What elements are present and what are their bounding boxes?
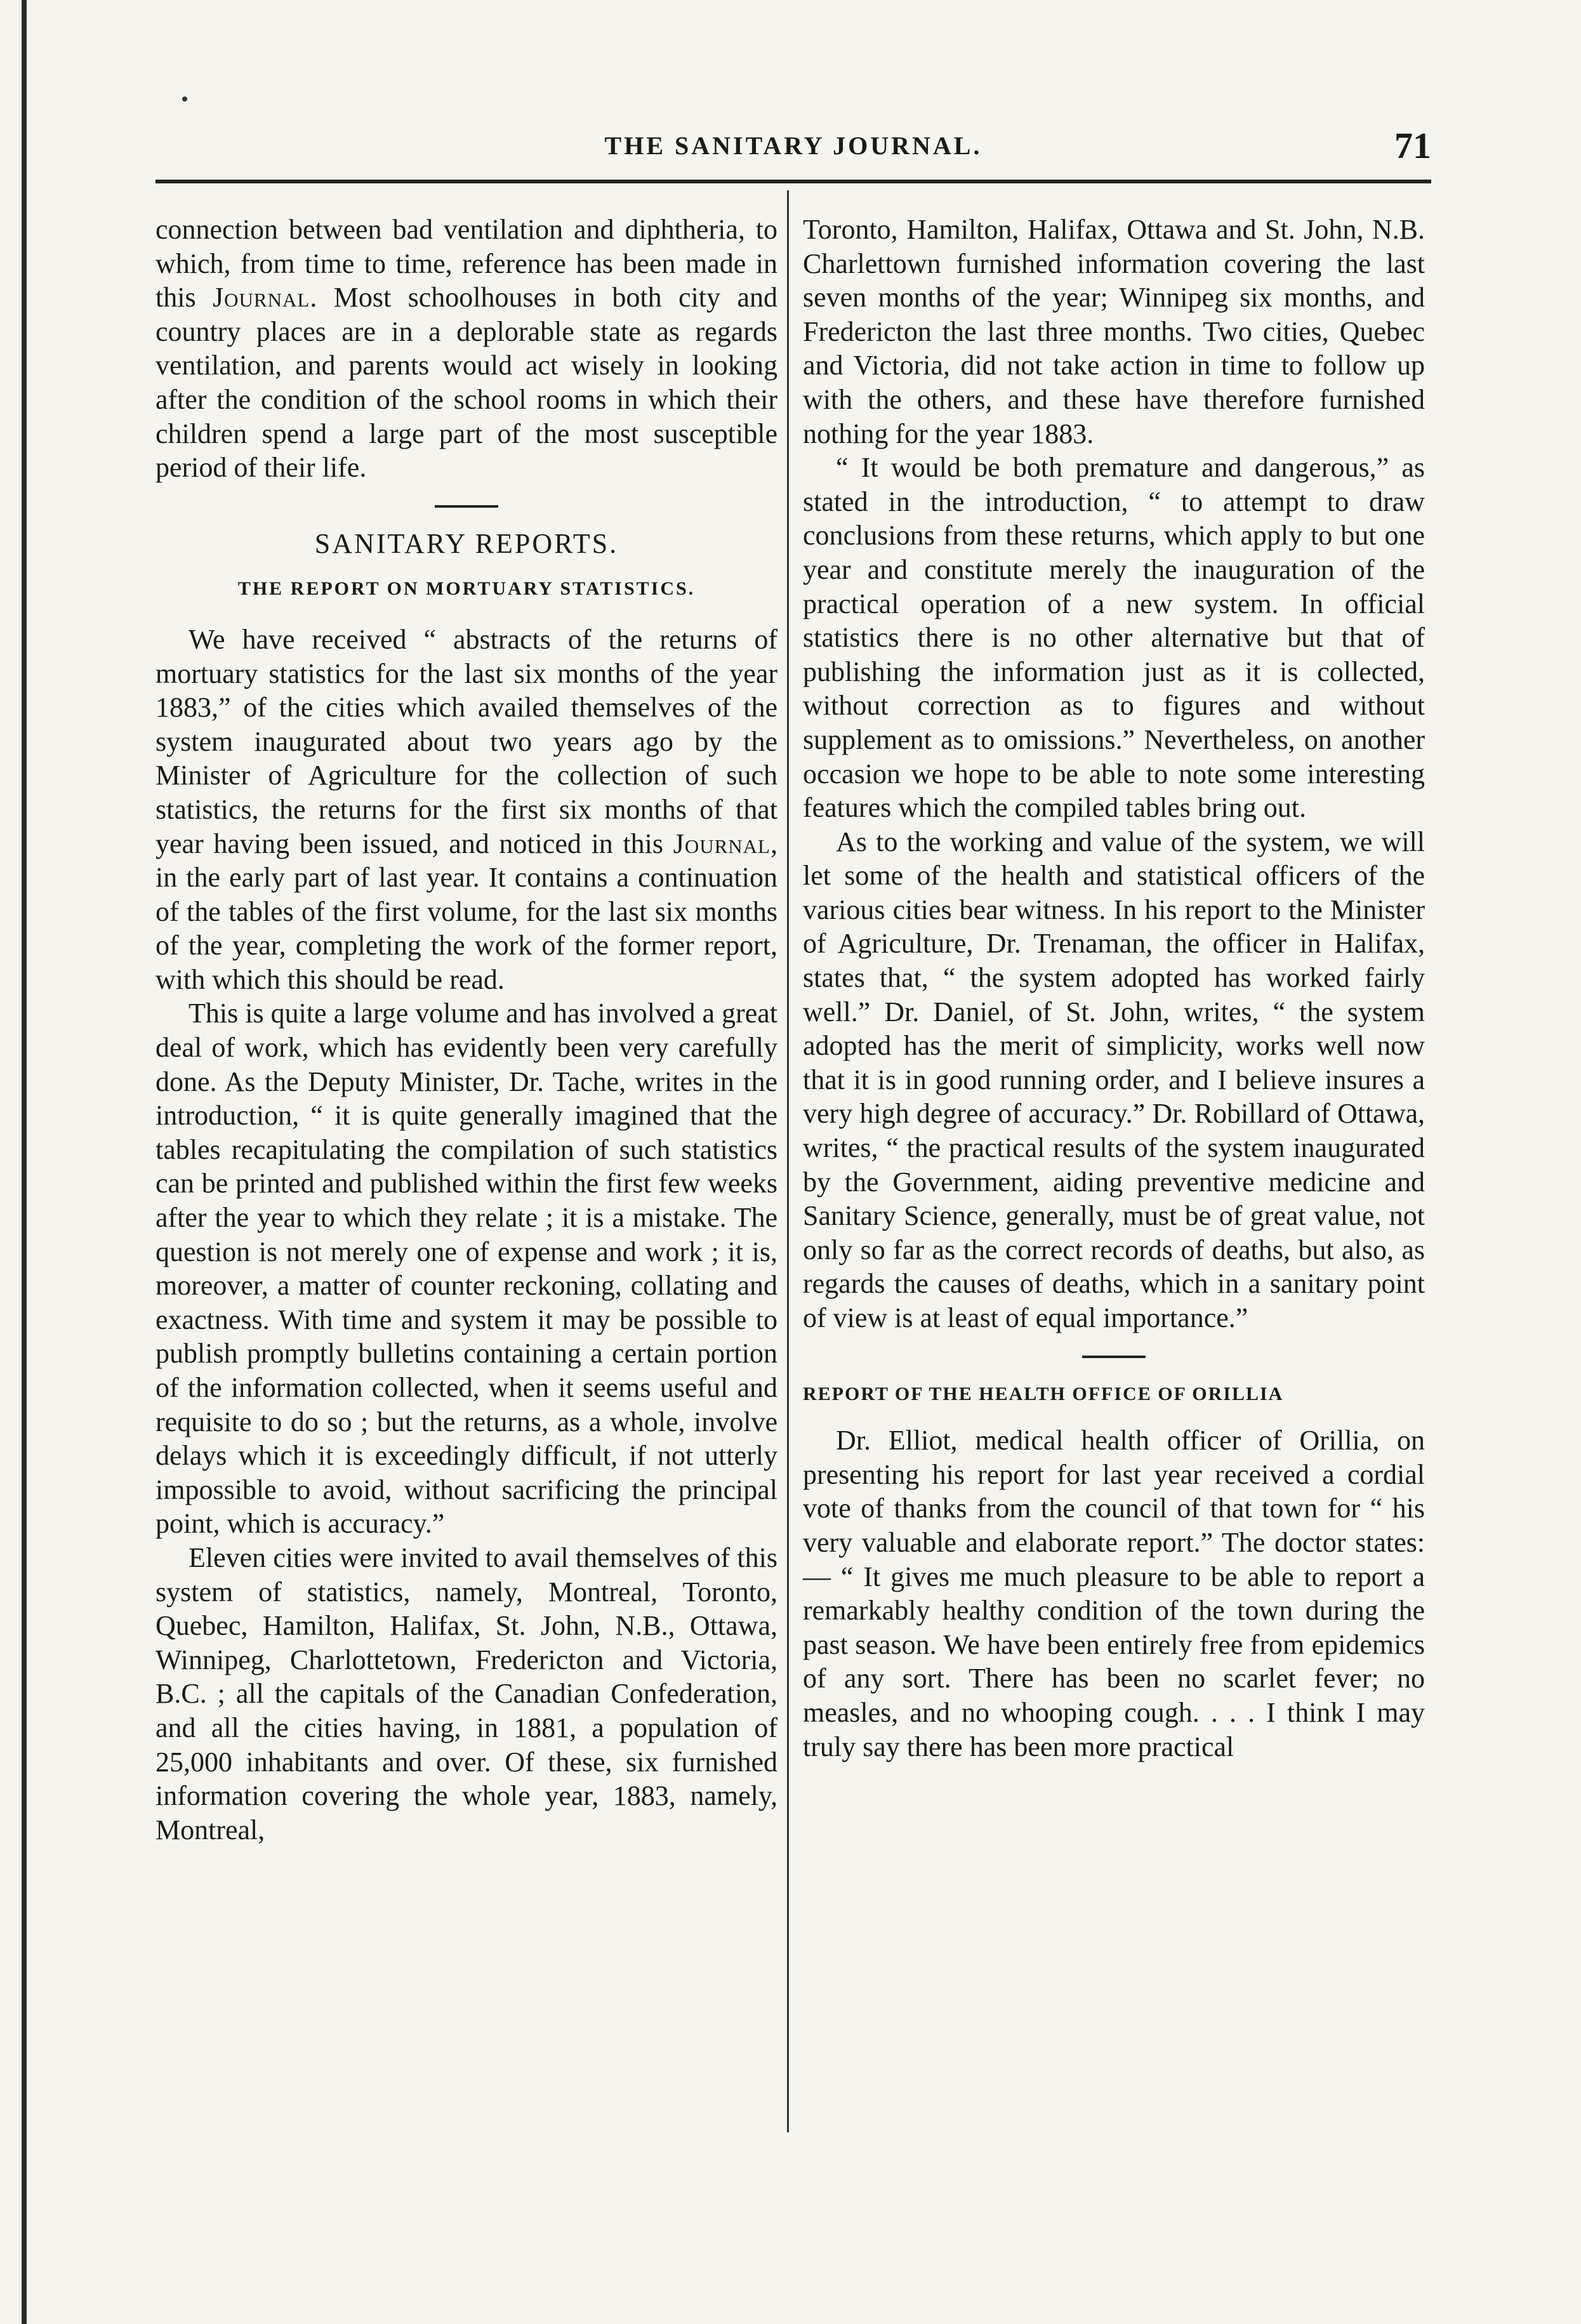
section-separator — [435, 505, 498, 508]
text-run: , in the early part of last year. It contains a continuation of the tables of the first volume, for the last six months of the year, completing the work of the former report, with which this should be read. — [155, 828, 777, 995]
column-divider — [787, 190, 789, 2132]
paragraph-abstracts — [155, 623, 777, 997]
journal-name: Journal — [673, 828, 771, 859]
page-speck — [182, 96, 187, 102]
paragraph-working-value: As to the working and value of the system, we will let some of the health and statistical officers of the various cities bear witness. In his report to the Minister of Agriculture, Dr. Trenaman, the officer in Halifax, states that, “ the system adopted has worked fairly well.” Dr. Daniel, of St. John, writes, “ the system adopted has the merit of simplicity, works well now that it is in good running order, and I believe insures a very high degree of accuracy.” Dr. Robillard of Ottawa, writes, “ the practical results of the system inaugurated by the Government, aiding preventive medicine and Sanitary Science, generally, must be of great value, not only so far as the correct records of deaths, but also, as regards the causes of deaths, which in a sanitary point of view is at least of equal importance.” — [803, 826, 1425, 1333]
paragraph-ventilation — [155, 213, 777, 485]
right-column — [803, 213, 1425, 1764]
paragraph-cities: Eleven cities were invited to avail themselves of this system of statistics, namely, Montreal, Toronto, Quebec, Hamilton, Halifax, St. John, N.B., Ottawa, Winnipeg, Charlottetown, Fredericton and Victoria, B.C. ; all the capitals of the Canadian Confederation, and all the cities having, in 1881, a population of 25,000 inhabitants and over. Of these, six furnished information covering the whole year, 1883, namely, Montreal, — [155, 1542, 777, 1845]
text-run: . Most schoolhouses in both city and country places are in a deplorable state as regards ventilation, and parents would act wisely in looking after the condition of the school rooms in which their children spend a large part of the most susceptible period of their life. — [155, 282, 777, 484]
section-separator — [1082, 1356, 1146, 1358]
paragraph-premature: “ It would be both premature and dangerous,” as stated in the introduction, “ to attempt to draw conclusions from these returns, which apply to but one year and constitute merely the inauguration of the practical operation of a new system. In official statistics there is no other alternative but that of publishing the information just as it is collected, without correction as to figures and without supplement as to omissions.” Nevertheless, on another occasion we hope to be able to note some interesting features which the compiled tables bring out. — [803, 452, 1425, 824]
binding-edge — [22, 0, 27, 2324]
header-rule — [155, 180, 1431, 183]
text-run: We have received “ abstracts of the returns of mortuary statistics for the last six months of the year 1883,” of the cities which availed themselves of the system inaugurated about two years ago by the Minister of Agriculture for the collection of such statistics, the returns for the first six months of that year having been issued, and noticed in this — [155, 623, 777, 859]
section-heading: SANITARY REPORTS. — [314, 527, 619, 559]
running-title: THE SANITARY JOURNAL. — [604, 131, 982, 160]
article-heading: THE REPORT ON MORTUARY STATISTICS. — [237, 578, 696, 600]
paragraph-orillia: Dr. Elliot, medical health officer of Orillia, on presenting his report for last year received a cordial vote of thanks from the council of that town for “ his very valuable and elaborate report.” The doctor states:— “ It gives me much pleasure to be able to report a remarkably healthy condition of the town during the past season. We have been entirely free from epidemics of any sort. There has been no scarlet fever; no measles, and no whooping cough. . . . I think I may truly say there has been more practical — [803, 1425, 1425, 1762]
paragraph-cities-continued: Toronto, Hamilton, Halifax, Ottawa and St. John, N.B. Charlettown furnished information covering the last seven months of the year; Winnipeg six months, and Fredericton the last three months. Two cities, Quebec and Victoria, did not take action in time to follow up with the others, and these have therefore furnished nothing for the year 1883. — [803, 214, 1425, 449]
page-number: 71 — [1394, 125, 1431, 166]
left-column — [155, 213, 777, 1847]
text-run: connection between bad ventilation and diphtheria, to which, from time to time, reference has been made in this — [155, 214, 777, 314]
article-heading-orillia: REPORT OF THE HEALTH OFFICE OF ORILLIA — [803, 1383, 1284, 1404]
journal-name: Journal — [213, 282, 310, 314]
running-head — [155, 124, 1431, 175]
paragraph-volume: This is quite a large volume and has involved a great deal of work, which has evidently been very carefully done. As the Deputy Minister, Dr. Tache, writes in the introduction, “ it is quite generally imagined that the tables recapitulating the compilation of such statistics can be printed and published within the first few weeks after the year to which they relate ; it is a mistake. The question is not merely one of expense and work ; it is, moreover, a matter of counter reckoning, collating and exactness. With time and system it may be possible to publish promptly bulletins containing a certain portion of the information collected, when it seems useful and requisite to do so ; but the returns, as a whole, involve delays which it is exceedingly difficult, if not utterly impossible to avoid, without sacrificing the principal point, which is accuracy.” — [155, 998, 777, 1540]
